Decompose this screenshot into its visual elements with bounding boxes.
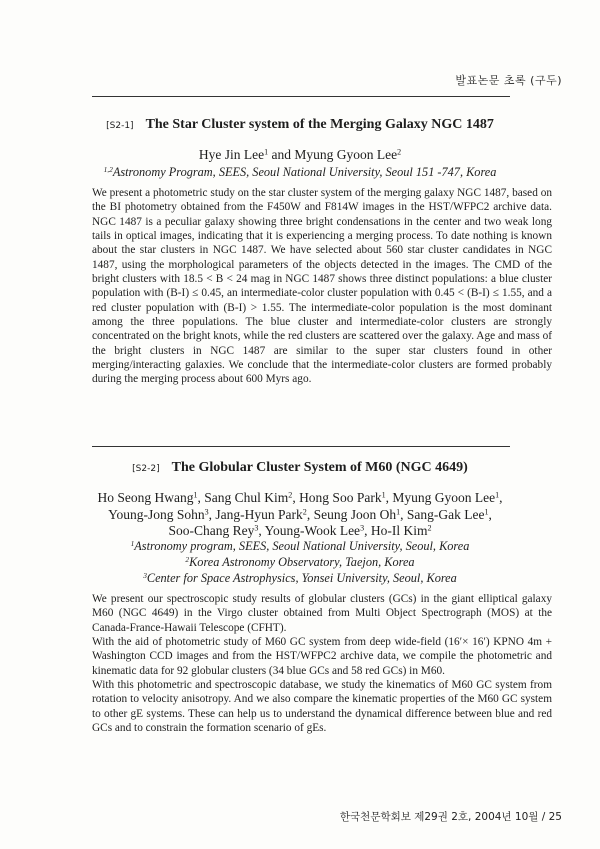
abstract-title-text: The Star Cluster system of the Merging Galaxy NGC 1487 xyxy=(145,117,494,132)
abstract-title-text: The Globular Cluster System of M60 (NGC 4649) xyxy=(171,460,468,475)
affiliation-line xyxy=(40,554,560,570)
affiliation-line xyxy=(40,570,560,586)
author-name: Myung Gyoon Lee xyxy=(392,490,496,505)
author-separator: and xyxy=(268,147,295,162)
section-divider xyxy=(92,446,510,447)
author-separator: , xyxy=(364,523,371,538)
abstract-code: [S2-1] xyxy=(106,121,134,131)
page-footer: 한국천문학회보 제29권 2호, 2004년 10월 / 25 xyxy=(339,811,562,823)
author-name: Ho-Il Kim xyxy=(370,523,428,538)
author-separator: , xyxy=(208,506,216,522)
author-separator: , xyxy=(499,490,503,505)
author-separator: , xyxy=(306,506,314,522)
affiliation-line xyxy=(40,164,560,180)
author-superscript: 2 xyxy=(427,523,432,533)
author-superscript: 1 xyxy=(484,507,489,517)
author-superscript: 1 xyxy=(264,147,269,157)
author-name: Hye Jin Lee xyxy=(198,147,265,162)
affiliation-superscript: 2 xyxy=(185,554,190,564)
affiliation-superscript: 1 xyxy=(130,538,135,548)
author-separator: , xyxy=(197,490,205,505)
author-separator: , xyxy=(258,523,265,538)
author-name: Sang Chul Kim xyxy=(204,490,289,505)
author-list xyxy=(40,147,560,164)
author-name: Jang-Hyun Park xyxy=(215,506,303,522)
abstract-paragraph: We present a photometric study on the star cluster system of the merging galaxy NGC 1487, based on the BI photometry obtained from the F450W and F814W images in the HST/WFPC2 archive data. NGC 1487 is a peculiar galaxy showing three bright condensations in the center and two weak long tails in optical images, indicating that it is experiencing a merging process. To date nothing is known about the star clusters in NGC 1487. We have selected about 560 star cluster candidates in NGC 1487, using the morphological parameters of the objects detected in the images. The CMD of the bright clusters with 18.5 < B < 24 mag in NGC 1487 shows three distinct populations: a blue cluster population with (B-I) ≤ 0.45, an intermediate-color cluster population with 0.45 < (B-I) ≤ 1.55, and a red cluster population with (B-I) > 1.55. The intermediate-color population is the most dominant among the three populations. The blue cluster and intermediate-color clusters are strongly concentrated on the bright knots, while the red clusters are scattered over the galaxy. Age and mass of the bright clusters in NGC 1487 are similar to the super star clusters found in other merging/interacting galaxies. We conclude that the intermediate-color clusters are formed probably during the merging process about 600 Myrs ago. xyxy=(92,187,552,386)
abstract-paragraph: With this photometric and spectroscopic database, we study the kinematics of M60 GC system from rotation to velocity anisotropy. And we also compare the kinematic properties of the M60 GC system to other gE systems. These can help us to understand the dynamical difference between blue and red GCs and to constrain the formation scenario of gEs. xyxy=(92,679,552,735)
author-separator: , xyxy=(385,490,393,505)
abstract-paragraph: With the aid of photometric study of M60 GC system from deep wide-field (16′× 16′) KPNO 4m + Washington CCD images and from the HST/WFPC2 archive data, we compile the photometric and kinematic data for 92 globular clusters (34 blue GCs and 58 red GCs) in M60. xyxy=(92,636,552,677)
author-superscript: 2 xyxy=(288,490,293,500)
author-superscript: 2 xyxy=(302,507,307,517)
abstract-body xyxy=(92,186,552,387)
author-line xyxy=(40,507,560,524)
author-line xyxy=(40,490,560,507)
abstract-body xyxy=(92,592,552,735)
author-name: Young-Jong Sohn xyxy=(108,506,205,522)
author-superscript: 3 xyxy=(360,523,365,533)
abstract-title xyxy=(0,460,600,476)
author-superscript: 1 xyxy=(381,490,386,500)
author-name: Myung Gyoon Lee xyxy=(294,147,398,162)
abstract-paragraph: We present our spectroscopic study results of globular clusters (GCs) in the giant elliptical galaxy M60 (NGC 4649) in the Virgo cluster obtained from Multi Object Spectrograph (MOS) at the Canada-France-Hawaii Telescope (CFHT). xyxy=(92,593,552,634)
affiliation-list xyxy=(40,538,560,586)
author-name: Soo-Chang Rey xyxy=(168,523,255,538)
author-superscript: 1 xyxy=(396,507,401,517)
author-name: Seung Joon Oh xyxy=(313,506,397,522)
abstract-title xyxy=(0,117,600,133)
affiliation-superscript: 1,2 xyxy=(103,164,113,174)
top-rule xyxy=(92,96,510,97)
author-superscript: 3 xyxy=(254,523,259,533)
affiliation-text: Center for Space Astrophysics, Yonsei University, Seoul, Korea xyxy=(146,571,457,585)
author-superscript: 1 xyxy=(495,490,500,500)
abstract-code: [S2-2] xyxy=(132,464,160,474)
author-list xyxy=(40,490,560,540)
author-separator: , xyxy=(292,490,300,505)
running-head: 발표논문 초록 (구두) xyxy=(455,74,562,87)
author-superscript: 2 xyxy=(397,147,402,157)
author-name: Hong Soo Park xyxy=(299,490,382,505)
author-superscript: 1 xyxy=(193,490,198,500)
author-separator: , xyxy=(488,506,492,522)
author-name: Young-Wook Lee xyxy=(264,523,361,538)
affiliation-text: Astronomy Program, SEES, Seoul National University, Seoul 151 -747, Korea xyxy=(112,165,497,179)
affiliation-list xyxy=(40,164,560,180)
affiliation-text: Astronomy program, SEES, Seoul National University, Seoul, Korea xyxy=(134,539,470,553)
affiliation-line xyxy=(40,538,560,554)
author-name: Sang-Gak Lee xyxy=(406,506,485,522)
affiliation-text: Korea Astronomy Observatory, Taejon, Korea xyxy=(189,555,415,569)
author-name: Ho Seong Hwang xyxy=(97,490,194,505)
affiliation-superscript: 3 xyxy=(143,570,147,580)
author-superscript: 3 xyxy=(204,507,209,517)
author-separator: , xyxy=(400,506,407,522)
